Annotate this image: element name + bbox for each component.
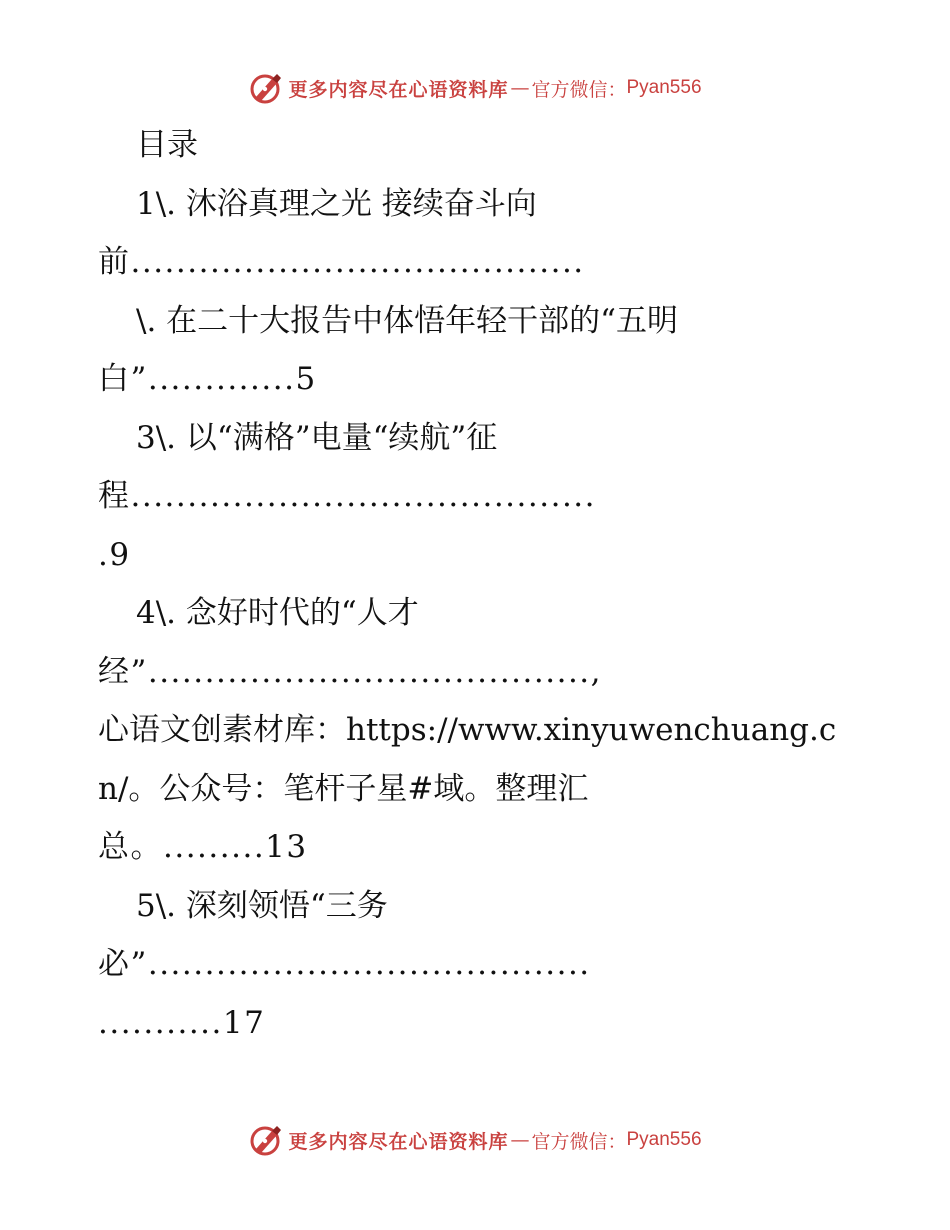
- toc-entry-2-leader: 白”.............5: [98, 361, 317, 397]
- footer-separator: —: [510, 1129, 530, 1151]
- toc-source-note: 心语文创素材库：https://www.xinyuwenchuang.c: [98, 712, 837, 748]
- header-title: 更多内容尽在心语资料库: [288, 78, 509, 101]
- toc-entry-5-leader: 必”.......................................: [98, 946, 591, 982]
- footer-wechat-label: 官方微信：: [531, 1130, 627, 1153]
- toc-entry-4-page: 总。.........13: [98, 829, 308, 865]
- header-separator: —: [510, 77, 530, 99]
- toc-heading: 目录: [136, 127, 198, 163]
- toc-entry-3-leader: 程.........................................: [98, 478, 597, 514]
- toc-entry-1-leader: 前........................................: [98, 244, 585, 280]
- header-wechat-id: Pyan556: [626, 77, 702, 98]
- toc-entry-2-title: \. 在二十大报告中体悟年轻干部的“五明: [136, 302, 678, 339]
- toc-entry-4-title: 4\. 念好时代的“人才: [136, 595, 419, 631]
- toc-source-note-cont: n/。公众号：笔杆子星#域。整理汇: [98, 770, 589, 807]
- footer-wechat-id: Pyan556: [626, 1129, 702, 1150]
- header-wechat-label: 官方微信：: [531, 78, 627, 101]
- pen-logo-icon: [248, 70, 284, 106]
- toc-entry-3-title: 3\. 以“满格”电量“续航”征: [136, 419, 498, 456]
- footer-banner: [0, 1122, 950, 1158]
- toc-entry-5-title: 5\. 深刻领悟“三务: [136, 887, 388, 924]
- toc-entry-4-leader: 经”.......................................,: [98, 653, 603, 690]
- toc-entry-3-page: .9: [98, 536, 131, 573]
- footer-title: 更多内容尽在心语资料库: [288, 1130, 509, 1153]
- pen-logo-icon: [248, 1122, 284, 1158]
- toc-entry-1-title: 1\. 沐浴真理之光 接续奋斗向: [136, 185, 537, 222]
- toc-entry-5-page: ...........17: [98, 1004, 266, 1041]
- header-banner: [0, 70, 950, 106]
- toc-body: [98, 116, 858, 1052]
